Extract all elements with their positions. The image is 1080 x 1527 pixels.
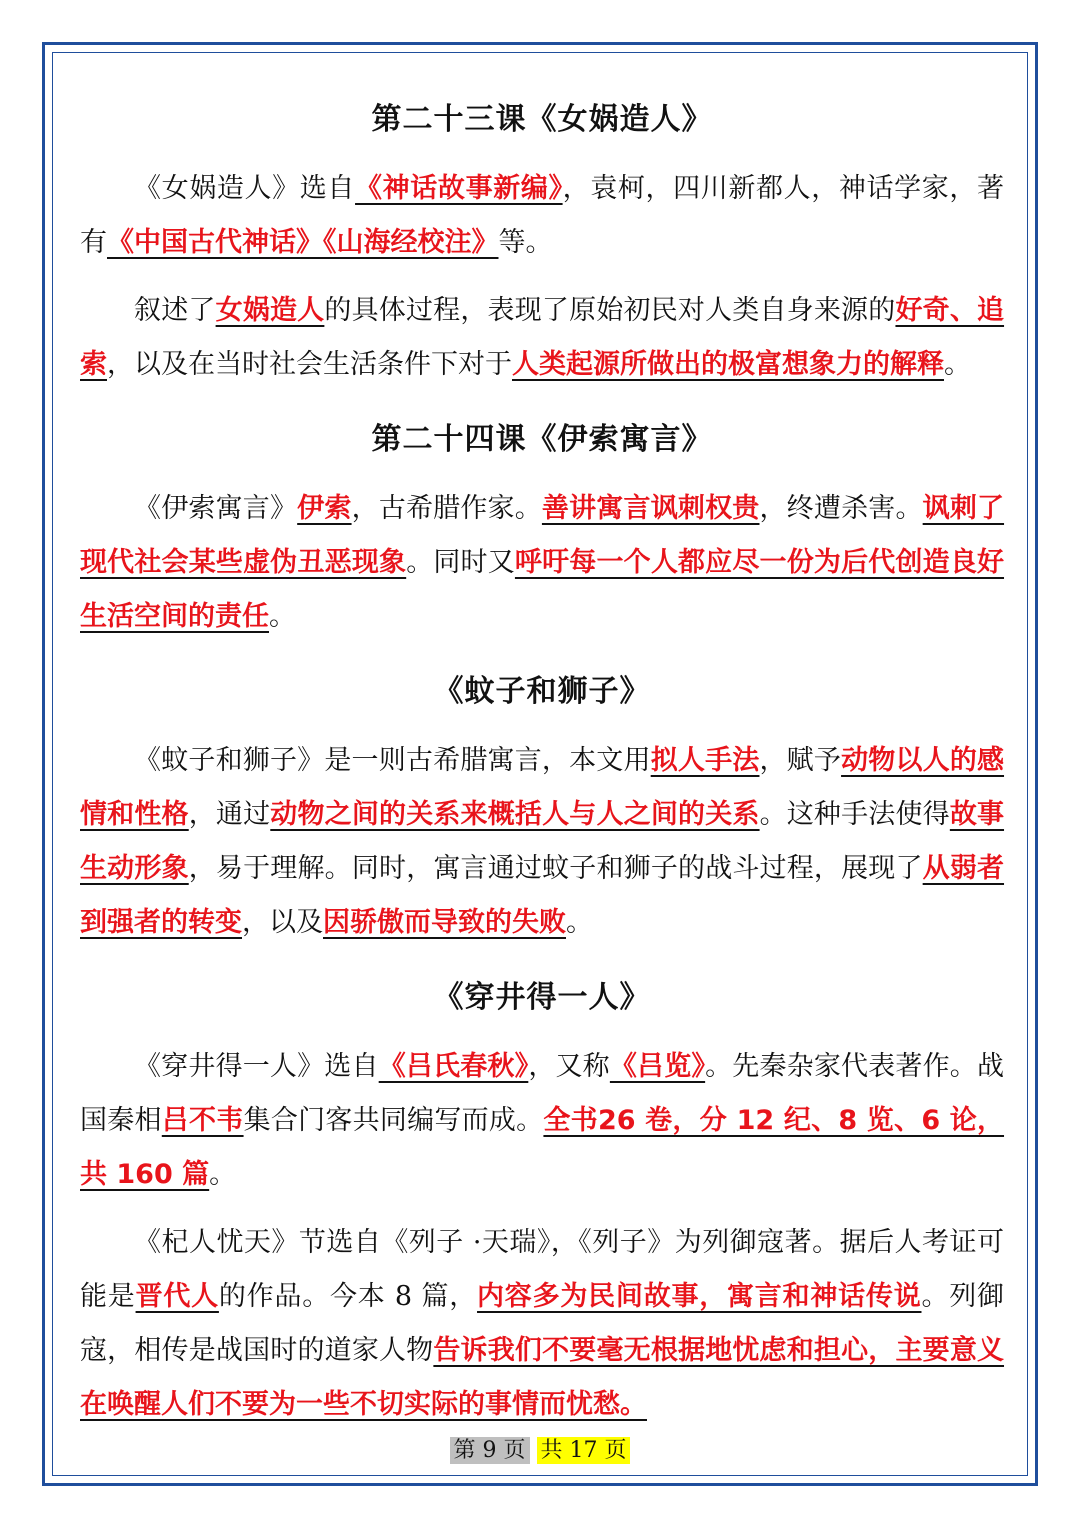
lesson23-paragraph-2: 叙述了女娲造人的具体过程，表现了原始初民对人类自身来源的好奇、追索，以及在当时社会生活条件下对于人类起源所做出的极富想象力的解释。 [80,295,1005,380]
highlight-modern-society: 讽刺了现代社会某些虚伪丑恶现象 [80,493,1005,578]
highlight-meaning: 告诉我们不要毫无根据地忧虑和担心，主要意义在唤醒人们不要为一些不切实际的事情而忧愁。 [80,1335,1005,1420]
highlight-works: 《中国古代神话》《山海经校注》 [107,227,499,258]
page-total: 共 17 页 [537,1437,631,1464]
highlight-folk-stories: 内容多为民间故事，寓言和神话传说 [477,1281,922,1312]
lesson23-title: 第二十三课《女娲造人》 [371,102,713,137]
highlight-responsibility: 呼吁每一个人都应尽一份为后代创造良好生活空间的责任 [80,547,1005,632]
document-body [80,92,1004,1432]
highlight-jin-dynasty: 晋代人 [135,1281,219,1312]
highlight-curiosity: 好奇、追索 [80,295,1005,380]
well-paragraph-1: 《穿井得一人》选自《吕氏春秋》，又称《吕览》。先秦杂家代表著作。战国秦相吕不韦集合门客共同编写而成。全书26 卷，分 12 纪、8 览、6 论，共 160 篇。 [80,1051,1005,1190]
lesson24-paragraph-1: 《伊索寓言》伊索，古希腊作家。善讲寓言讽刺权贵，终遭杀害。讽刺了现代社会某些虚伪丑恶现象。同时又呼吁每一个人都应尽一份为后代创造良好生活空间的责任。 [80,493,1005,632]
lesson24-title: 第二十四课《伊索寓言》 [371,422,713,457]
well-title: 《穿井得一人》 [433,980,651,1015]
highlight-source-book: 《神话故事新编》 [355,173,563,204]
mosquito-paragraph-1: 《蚊子和狮子》是一则古希腊寓言，本文用拟人手法，赋予动物以人的感情和性格，通过动物之间的关系来概括人与人之间的关系。这种手法使得故事生动形象，易于理解。同时，寓言通过蚊子和狮子的战斗过程，展现了从弱者到强者的转变，以及因骄傲而导致的失败。 [80,745,1005,938]
well-paragraph-2: 《杞人忧天》节选自《列子 ·天瑞》，《列子》为列御寇著。据后人考证可能是晋代人的作品。今本 8 篇，内容多为民间故事，寓言和神话传说。列御寇，相传是战国时的道家人物告诉我们不要毫无根据地忧虑和担心，主要意义在唤醒人们不要为一些不切实际的事情而忧愁。 [80,1227,1005,1420]
highlight-book-structure: 全书26 卷，分 12 纪、8 览、6 论，共 160 篇 [80,1105,1005,1190]
lesson23-paragraph-1: 《女娲造人》选自《神话故事新编》，袁柯，四川新都人，神话学家，著有《中国古代神话》《山海经校注》等。 [80,173,1005,258]
mosquito-title: 《蚊子和狮子》 [433,674,651,709]
highlight-lulan: 《吕览》 [609,1051,706,1082]
highlight-arrogance: 因骄傲而导致的失败 [323,907,566,938]
highlight-satire: 善讲寓言讽刺权贵 [541,493,760,524]
highlight-vivid: 故事生动形象 [80,799,1005,884]
highlight-aesop: 伊索 [297,493,352,524]
page-number: 第 9 页 [450,1437,530,1464]
highlight-lu-buwei: 吕不韦 [161,1105,244,1136]
highlight-personification: 拟人手法 [650,745,760,776]
highlight-explanation: 人类起源所做出的极富想象力的解释 [512,349,944,380]
highlight-relationship: 动物之间的关系来概括人与人之间的关系 [270,799,760,830]
highlight-animal-emotion: 动物以人的感情和性格 [80,745,1005,830]
page-footer [0,1436,1080,1466]
highlight-lushi-chunqiu: 《吕氏春秋》 [378,1051,529,1082]
highlight-weak-to-strong: 从弱者到强者的转变 [80,853,1005,938]
highlight-nuwa: 女娲造人 [215,295,325,326]
